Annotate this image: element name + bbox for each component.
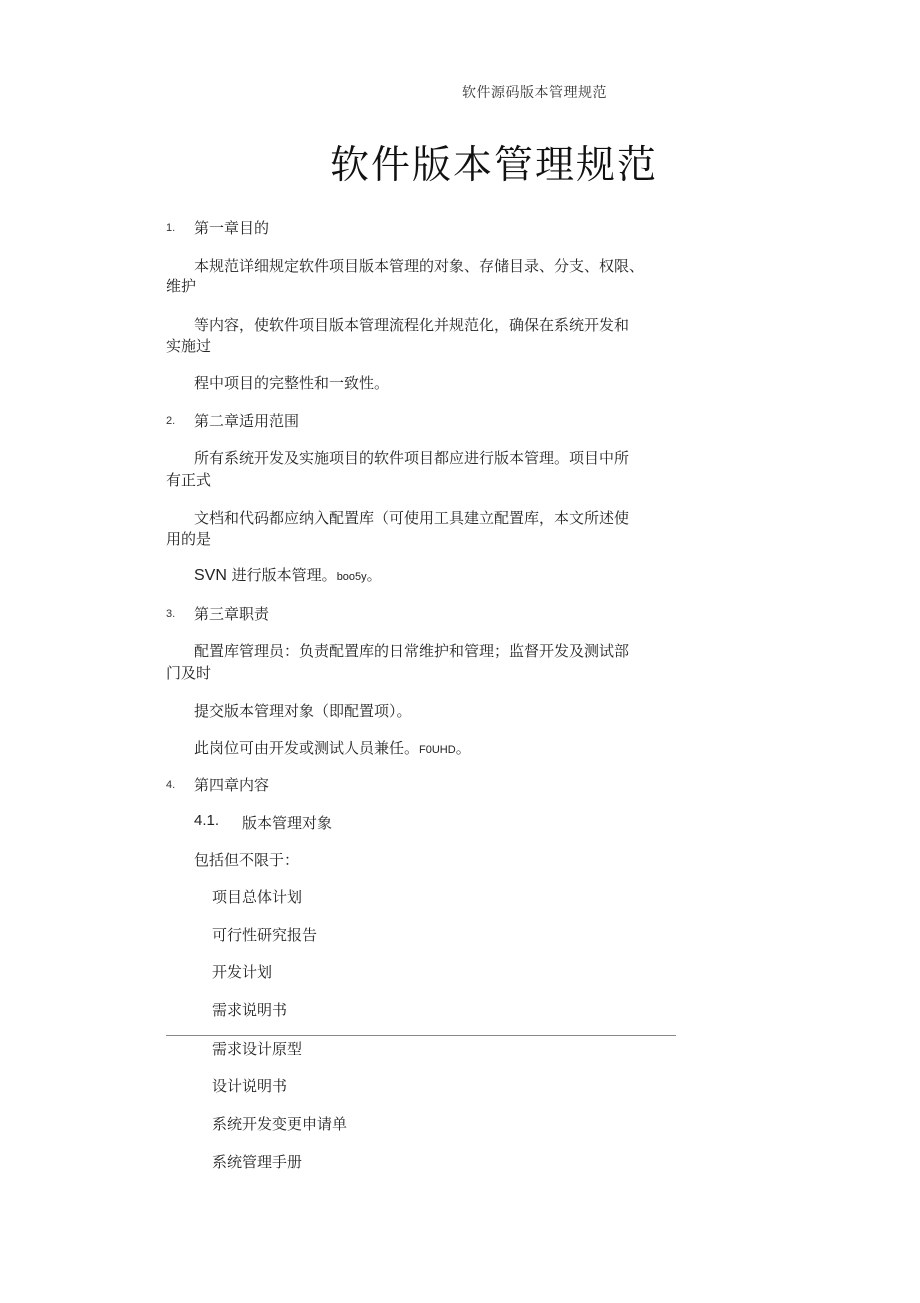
chapter-2-code: boo5y [336, 571, 367, 583]
list-item-feasibility-report: 可行性研究报告 [212, 926, 318, 944]
chapter-4-title: 第四章内容 [194, 776, 270, 794]
chapter-1-paragraph-1-line-2: 维护 [166, 277, 197, 295]
running-header: 软件源码版本管理规范 [462, 85, 607, 101]
chapter-3-number: 3. [166, 608, 176, 620]
list-item-project-plan: 项目总体计划 [212, 888, 303, 906]
list-item-requirements-prototype: 需求设计原型 [212, 1040, 303, 1058]
chapter-2-paragraph-3-end: 。 [366, 566, 382, 584]
chapter-2-title: 第二章适用范围 [194, 412, 300, 430]
section-4-1-title: 版本管理对象 [242, 814, 333, 832]
page-divider [166, 1035, 676, 1036]
document-title: 软件版本管理规范 [330, 143, 659, 188]
section-4-1-number: 4.1. [194, 812, 220, 829]
list-item-requirements-spec: 需求说明书 [212, 1001, 288, 1019]
chapter-1-paragraph-2-line-1: 等内容，使软件项目版本管理流程化并规范化，确保在系统开发和 [194, 316, 630, 334]
chapter-2-paragraph-1-line-2: 有正式 [166, 471, 212, 489]
section-4-1-intro: 包括但不限于： [194, 851, 300, 869]
chapter-1-paragraph-3: 程中项目的完整性和一致性。 [194, 374, 390, 392]
chapter-2-paragraph-2-line-1: 文档和代码都应纳入配置库（可使用工具建立配置库，本文所述使 [194, 509, 630, 527]
chapter-3-title: 第三章职责 [194, 605, 270, 623]
chapter-1-title: 第一章目的 [194, 219, 270, 237]
chapter-2-paragraph-3 [194, 564, 382, 585]
chapter-3-paragraph-1-line-2: 门及时 [166, 664, 212, 682]
chapter-2-paragraph-1-line-1: 所有系统开发及实施项目的软件项目都应进行版本管理。项目中所 [194, 449, 630, 467]
list-item-change-request-form: 系统开发变更申请单 [212, 1115, 348, 1133]
chapter-2-paragraph-2-line-2: 用的是 [166, 530, 212, 548]
list-item-development-plan: 开发计划 [212, 963, 273, 981]
chapter-3-paragraph-3 [194, 737, 471, 758]
chapter-1-paragraph-1-line-1: 本规范详细规定软件项目版本管理的对象、存储目录、分支、权限、 [194, 257, 645, 275]
chapter-1-paragraph-2-line-2: 实施过 [166, 337, 212, 355]
chapter-2-paragraph-3-text: 进行版本管理。 [226, 566, 337, 584]
chapter-2-number: 2. [166, 415, 176, 427]
chapter-3-paragraph-1-line-1: 配置库管理员：负责配置库的日常维护和管理；监督开发及测试部 [194, 642, 630, 660]
chapter-3-code: F0UHD [419, 744, 456, 756]
chapter-1-number: 1. [166, 222, 176, 234]
chapter-3-paragraph-3-text: 此岗位可由开发或测试人员兼任。 [194, 739, 420, 757]
chapter-3-paragraph-3-end: 。 [455, 739, 471, 757]
chapter-4-number: 4. [166, 779, 176, 791]
list-item-admin-manual: 系统管理手册 [212, 1153, 303, 1171]
list-item-design-spec: 设计说明书 [212, 1077, 288, 1095]
chapter-3-paragraph-2: 提交版本管理对象（即配置项）。 [194, 702, 412, 720]
svn-term: SVN [194, 567, 227, 584]
